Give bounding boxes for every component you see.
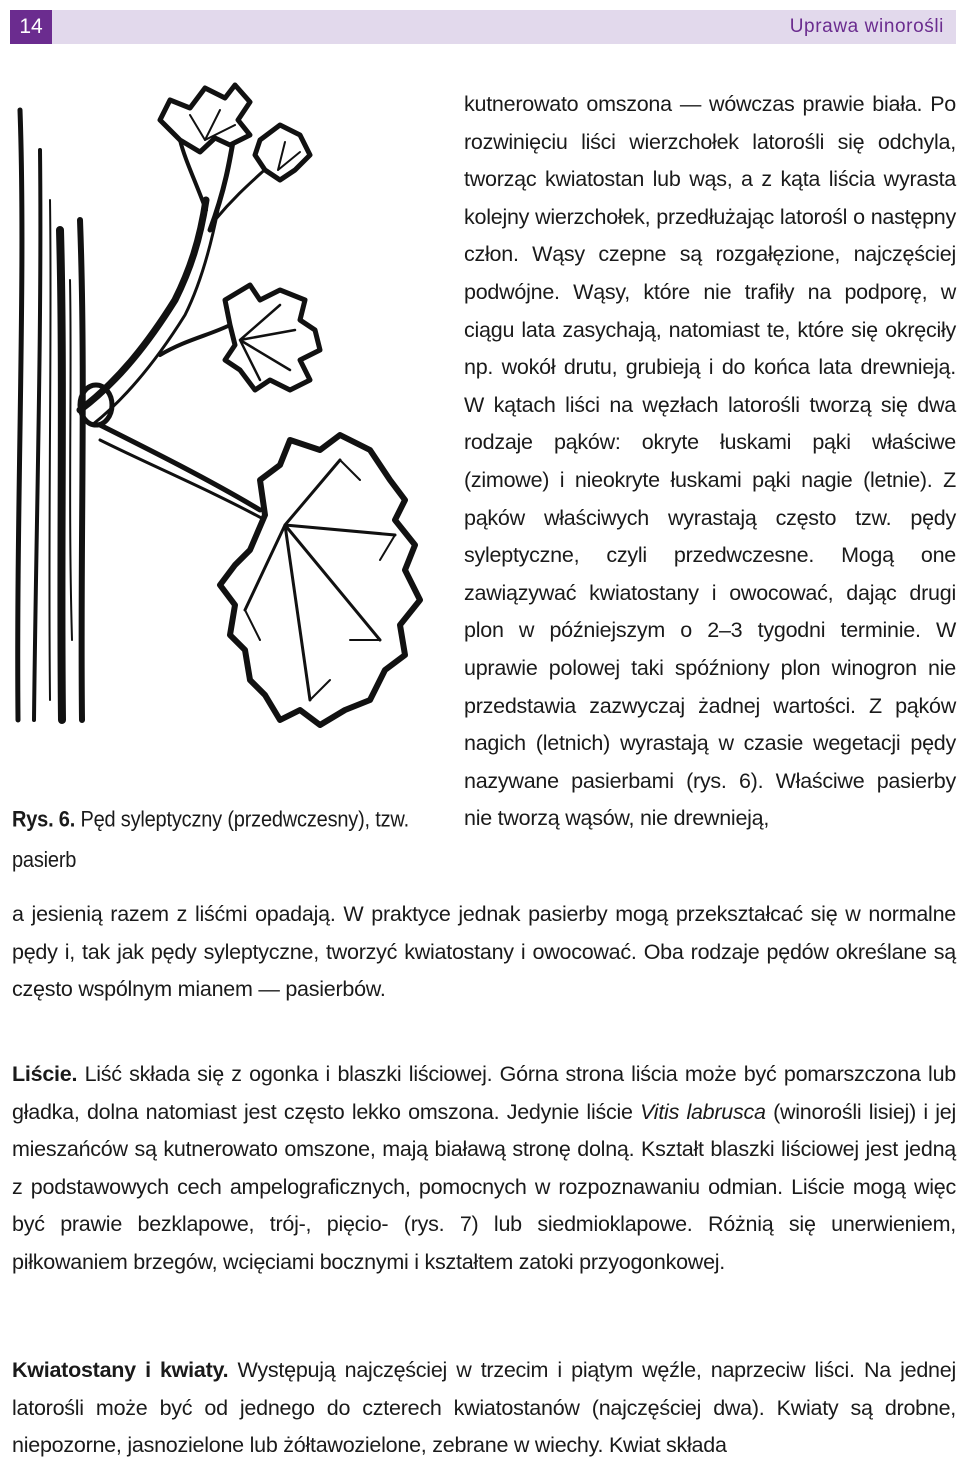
figure-caption bbox=[12, 800, 442, 881]
caption-label: Rys. 6. bbox=[12, 807, 76, 832]
flowers-text: Występują najczęściej w trzecim i piątym węźle, naprzeciw liści. Na jednej latorośli może być od jednego do czterech kwiatostanów (najczęściej dwa). Kwiaty są drobne, niepozorne, jasnozielone lub żółtawozielone, zebrane w wiechy. Kwiat składa bbox=[12, 1358, 956, 1458]
continuation-paragraph: a jesienią razem z liśćmi opadają. W praktyce jednak pasierby mogą przekształcać się w normalne pędy i, tak jak pędy syleptyczne, tworzyć kwiatostany i owocować. Oba rodzaje pędów określane są często wspólnym mianem — pasierbów. bbox=[12, 902, 956, 1002]
page-number: 14 bbox=[10, 10, 52, 44]
leaves-heading: Liście. bbox=[12, 1062, 78, 1086]
middle-leaf bbox=[225, 285, 320, 390]
top-leaf bbox=[160, 85, 310, 180]
flowers-heading: Kwiatostany i kwiaty. bbox=[12, 1358, 229, 1382]
column-paragraph: kutnerowato omszona — wówczas prawie biała. Po rozwinięciu liści wierzchołek latorośli się odchyla, tworząc kwiatostan lub wąs, a z kąta liścia wyrasta kolejny wierzchołek, przedłużając latorośl o następny człon. Wąsy czepne są rozgałęzione, najczęściej podwójne. Wąsy, które nie trafiły na podporę, w ciągu lata zasychają, natomiast te, które się okręciły np. wokół drutu, grubieją i do końca lata drewnieją. W kątach liści na węzłach latorośli tworzą się dwa rodzaje pąków: okryte łuskami pąki właściwe (zimowe) i nieokryte łuskami pąki nagie (letnie). Z pąków właściwych wyrastają często tzw. pędy syleptyczne, czyli przedwczesne. Mogą one zawiązywać kwiatostany i owocować, dając drugi plon w późniejszym o 2–3 tygodni terminie. W uprawie polowej taki spóźniony plon winogron nie przedstawia zazwyczaj żadnej wartości. Z pąków nagich (letnich) wyrastają w czasie wegetacji pędy nazywane pasierbami (rys. 6). Właściwe pasierby nie tworzą wąsów, nie drewnieją, bbox=[464, 92, 956, 831]
leaves-species: Vitis labrusca bbox=[640, 1099, 766, 1124]
caption-text: Pęd syleptyczny (przedwczesny), tzw. pasierb bbox=[12, 807, 409, 873]
leaves-paragraph bbox=[12, 1056, 956, 1282]
large-leaf bbox=[220, 435, 420, 725]
leaves-text-2: (winorośli lisiej) i jej mieszańców są kutnerowato omszone, mają białawą stronę dolną. Kształt blaszki liściowej jest jedną z podstawowych cech ampelograficznych, pomocnych w rozpoznawaniu odmian. Liście mogą więc być prawie bezklapowe, trój-, pięcio- (rys. 7) lub siedmioklapowe. Różnią się unerwieniem, piłkowaniem brzegów, wcięciami bocznymi i kształtem zatoki przyogonkowej. bbox=[12, 1099, 957, 1274]
running-head: Uprawa winorośli bbox=[789, 16, 944, 37]
flowers-paragraph bbox=[12, 1352, 956, 1465]
main-cane bbox=[18, 110, 83, 720]
vine-shoot-illustration bbox=[10, 80, 450, 800]
leaves-text-1: Liść składa się z ogonka i blaszki liściowej. Górna strona liścia może być pomarszczona lub gładka, dolna natomiast jest często lekko omszona. Jedynie liście bbox=[12, 1062, 956, 1124]
